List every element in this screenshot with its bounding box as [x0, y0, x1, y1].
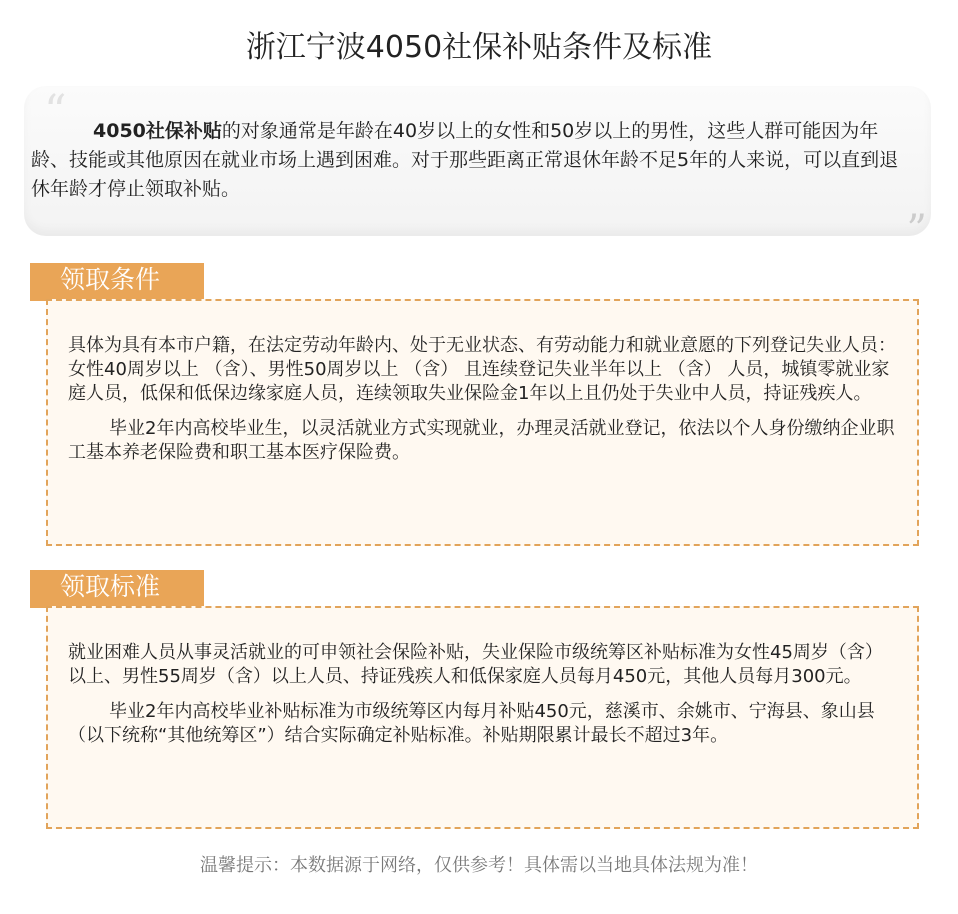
section-heading-standards: 领取标准 — [30, 570, 204, 608]
page-title: 浙江宁波4050社保补贴条件及标准 — [245, 30, 713, 65]
conditions-paragraph-2: 毕业2年内高校毕业生，以灵活就业方式实现就业，办理灵活就业登记，依法以个人身份缴纳企业职工基本养老保险费和职工基本医疗保险费。 — [68, 418, 895, 463]
close-quote-icon: ” — [906, 207, 927, 253]
intro-body: 的对象通常是年龄在40岁以上的女性和50岁以上的男性，这些人群可能因为年龄、技能或其他原因在就业市场上遇到困难。对于那些距离正常退休年龄不足5年的人来说，可以直到退休年龄才停止领取补贴。 — [31, 120, 899, 200]
standards-paragraph-1: 就业困难人员从事灵活就业的可申领社会保险补贴，失业保险市级统筹区补贴标准为女性45周岁（含）以上、男性55周岁（含）以上人员、持证残疾人和低保家庭人员每月450元，其他人员每月300元。 — [68, 642, 883, 687]
section-box-standards — [46, 606, 919, 829]
footer-notice: 温馨提示：本数据源于网络，仅供参考！具体需以当地具体法规为准！ — [200, 855, 758, 876]
section-heading-conditions: 领取条件 — [30, 263, 204, 301]
conditions-paragraph-1: 具体为具有本市户籍，在法定劳动年龄内、处于无业状态、有劳动能力和就业意愿的下列登记失业人员：女性40周岁以上 （含）、男性50周岁以上 （含） 且连续登记失业半年以上 （含） 人员，城镇零就业家庭人员，低保和低保边缘家庭人员，连续领取失业保险金1年以上且仍处于失业中人员，持证残疾人。 — [68, 335, 896, 404]
intro-box — [24, 86, 931, 253]
intro-lead: 4050社保补贴 — [93, 120, 222, 142]
intro-text — [31, 117, 911, 204]
open-quote-icon: “ — [44, 86, 67, 137]
standards-paragraph-2: 毕业2年内高校毕业补贴标准为市级统筹区内每月补贴450元，慈溪市、余姚市、宁海县、象山县（以下统称“其他统筹区”）结合实际确定补贴标准。补贴期限累计最长不超过3年。 — [68, 701, 875, 746]
section-box-conditions — [46, 299, 919, 546]
